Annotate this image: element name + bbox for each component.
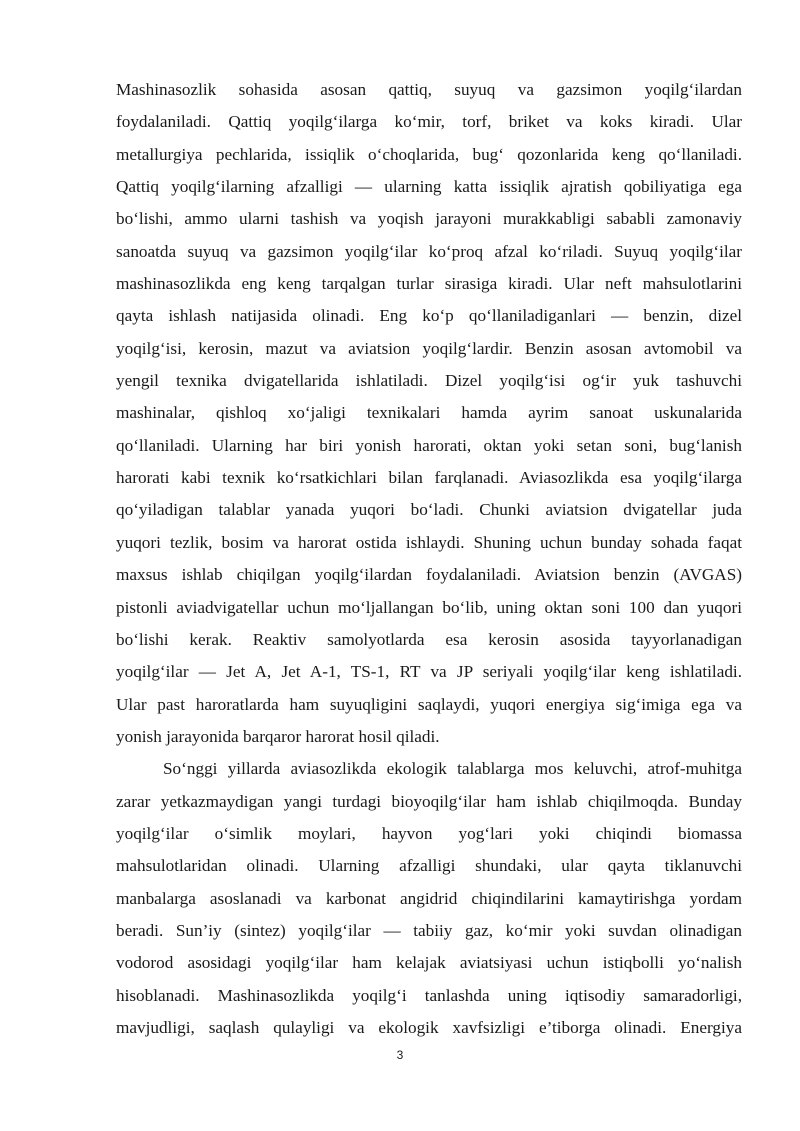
text-line: yuqori tezlik, bosim va harorat ostida ishlaydi. Shuning uchun bunday sohada faqat xyxy=(116,532,742,552)
text-line: Mashinasozlik sohasida asosan qattiq, suyuq va gazsimon yoqilg‘ilardan xyxy=(116,80,742,99)
text-line: yoqilg‘isi, kerosin, mazut va aviatsion yoqilg‘lardir. Benzin asosan avtomobil va xyxy=(116,338,742,358)
text-line: pistonli aviadvigatellar uchun mo‘ljallangan bo‘lib, uning oktan soni 100 dan yuqori xyxy=(116,597,742,617)
text-line: zarar yetkazmaydigan yangi turdagi bioyoqilg‘ilar ham ishlab chiqilmoqda. Bunday xyxy=(116,791,742,811)
text-line: yonish jarayonida barqaror harorat hosil qiladi. xyxy=(116,726,440,746)
text-line: vodorod asosidagi yoqilg‘ilar ham kelajak aviatsiyasi uchun istiqbolli yo‘nalish xyxy=(116,953,742,973)
page-number: 3 xyxy=(396,1048,404,1062)
text-line: beradi. Sun’iy (sintez) yoqilg‘ilar — tabiiy gaz, ko‘mir yoki suvdan olinadigan xyxy=(116,920,742,940)
paragraph xyxy=(116,753,742,1044)
text-line: Qattiq yoqilg‘ilarning afzalligi — ularning katta issiqlik ajratish qobiliyatiga ega xyxy=(116,177,742,197)
text-line: bo‘lishi, ammo ularni tashish va yoqish jarayoni murakkabligi sababli zamonaviy xyxy=(116,209,742,229)
text-line: bo‘lishi kerak. Reaktiv samolyotlarda esa kerosin asosida tayyorlanadigan xyxy=(116,629,742,649)
text-line: yoqilg‘ilar o‘simlik moylari, hayvon yog‘lari yoki chiqindi biomassa xyxy=(116,823,742,843)
text-line: foydalaniladi. Qattiq yoqilg‘ilarga ko‘mir, torf, briket va koks kiradi. Ular xyxy=(116,112,742,132)
text-line: qayta ishlash natijasida olinadi. Eng ko‘p qo‘llaniladiganlari — benzin, dizel xyxy=(116,306,742,326)
text-line: maxsus ishlab chiqilgan yoqilg‘ilardan foydalaniladi. Aviatsion benzin (AVGAS) xyxy=(116,565,742,585)
text-line: Ular past haroratlarda ham suyuqligini saqlaydi, yuqori energiya sig‘imiga ega va xyxy=(116,694,742,714)
text-line: mashinasozlikda eng keng tarqalgan turlar sirasiga kiradi. Ular neft mahsulotlarini xyxy=(116,274,742,294)
text-line: mashinalar, qishloq xo‘jaligi texnikalari hamda ayrim sanoat uskunalarida xyxy=(116,403,742,423)
text-line: hisoblanadi. Mashinasozlikda yoqilg‘i tanlashda uning iqtisodiy samaradorligi, xyxy=(116,985,742,1005)
text-line: qo‘yiladigan talablar yanada yuqori bo‘ladi. Chunki aviatsion dvigatellar juda xyxy=(116,500,742,520)
body-text xyxy=(116,74,742,1044)
text-line: sanoatda suyuq va gazsimon yoqilg‘ilar ko‘proq afzal ko‘riladi. Suyuq yoqilg‘ilar xyxy=(116,241,742,261)
text-line: mahsulotlaridan olinadi. Ularning afzalligi shundaki, ular qayta tiklanuvchi xyxy=(116,856,742,876)
text-line: manbalarga asoslanadi va karbonat angidrid chiqindilarini kamaytirishga yordam xyxy=(116,888,742,908)
text-line: mavjudligi, saqlash qulayligi va ekologik xavfsizligi e’tiborga olinadi. Energiya xyxy=(116,1017,742,1037)
text-line: qo‘llaniladi. Ularning har biri yonish harorati, oktan yoki setan soni, bug‘lanish xyxy=(116,435,742,455)
text-line: harorati kabi texnik ko‘rsatkichlari bilan farqlanadi. Aviasozlikda esa yoqilg‘ilarga xyxy=(116,468,742,488)
paragraph xyxy=(116,74,742,753)
text-line: yengil texnika dvigatellarida ishlatiladi. Dizel yoqilg‘isi og‘ir yuk tashuvchi xyxy=(116,371,742,391)
text-line: yoqilg‘ilar — Jet A, Jet A-1, TS-1, RT va JP seriyali yoqilg‘ilar keng ishlatiladi. xyxy=(116,662,742,682)
text-line: So‘nggi yillarda aviasozlikda ekologik talablarga mos keluvchi, atrof-muhitga xyxy=(163,759,742,779)
text-line: metallurgiya pechlarida, issiqlik o‘choqlarida, bug‘ qozonlarida keng qo‘llaniladi. xyxy=(116,144,742,164)
